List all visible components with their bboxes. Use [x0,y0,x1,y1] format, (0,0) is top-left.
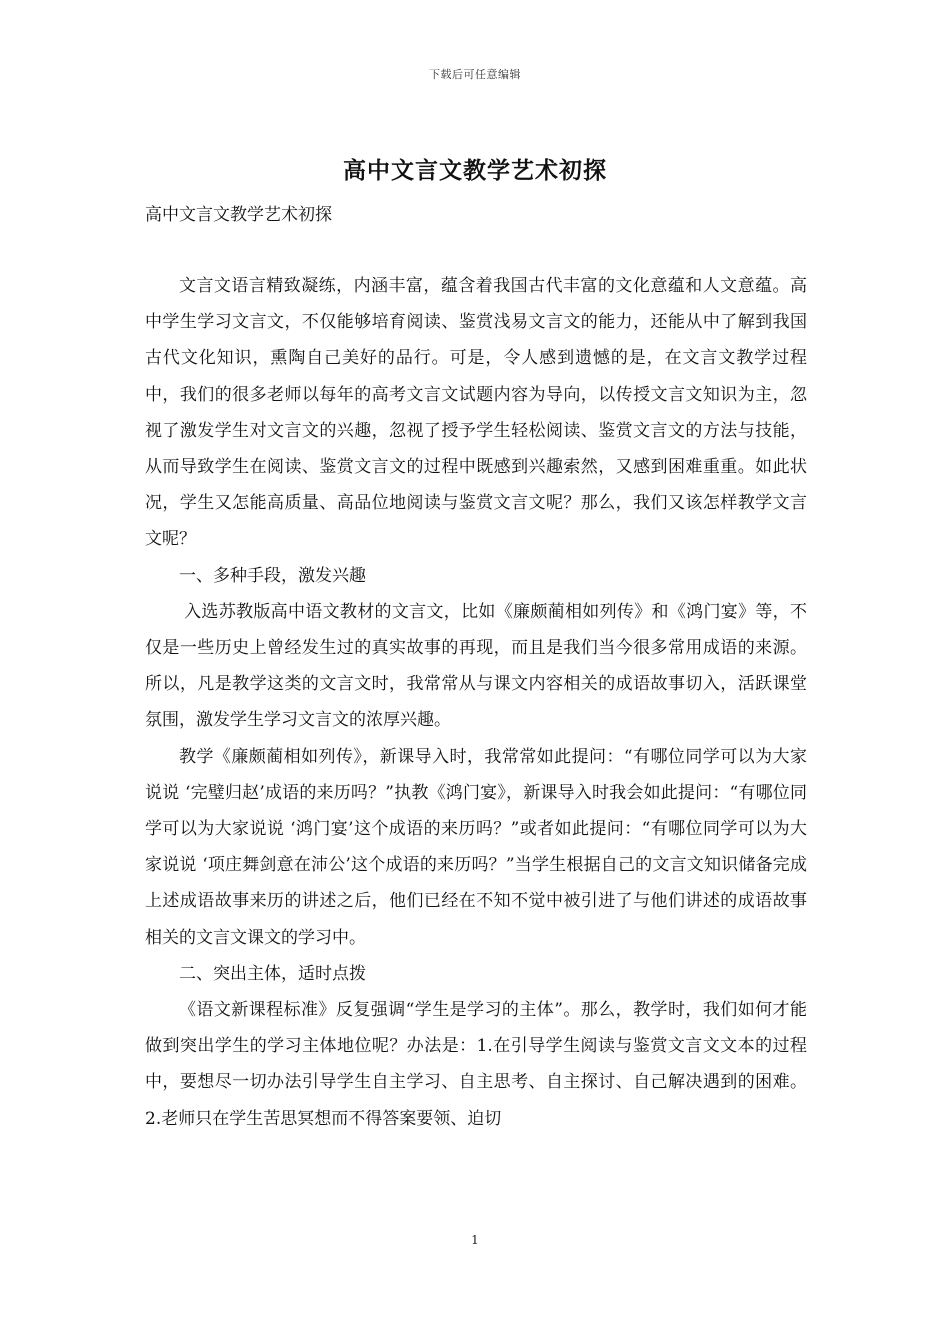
section-heading-2: 二、突出主体，适时点拨 [179,963,366,984]
document-body [145,268,807,1137]
paragraph-section-1-b: 教学《廉颇蔺相如列传》，新课导入时，我常常如此提问：“有哪位同学可以为大家说说 ‘完璧归赵’成语的来历吗？”执教《鸿门宴》，新课导入时我会如此提问：“有哪位同学可以为大家说说 ‘鸿门宴’这个成语的来历吗？”或者如此提问：“有哪位同学可以为大家说说 ‘项庄舞剑意在沛公’这个成语的来历吗？”当学生根据自己的文言文知识储备完成上述成语故事来历的讲述之后，他们已经在不知不觉中被引进了与他们讲述的成语故事相关的文言文课文的学习中。 [145,746,807,948]
paragraph-section-1-a: 入选苏教版高中语文教材的文言文，比如《廉颇蔺相如列传》和《鸿门宴》等，不仅是一些历史上曾经发生过的真实故事的再现，而且是我们当今很多常用成语的来源。所以，凡是教学这类的文言文时，我常常从与课文内容相关的成语故事切入，活跃课堂氛围，激发学生学习文言文的浓厚兴趣。 [145,601,807,731]
paragraph-intro: 文言文语言精致凝练，内涵丰富，蕴含着我国古代丰富的文化意蕴和人文意蕴。高中学生学习文言文，不仅能够培育阅读、鉴赏浅易文言文的能力，还能从中了解到我国古代文化知识，熏陶自己美好的品行。可是，令人感到遗憾的是，在文言文教学过程中，我们的很多老师以每年的高考文言文试题内容为导向，以传授文言文知识为主，忽视了激发学生对文言文的兴趣，忽视了授予学生轻松阅读、鉴赏文言文的方法与技能，从而导致学生在阅读、鉴赏文言文的过程中既感到兴趣索然，又感到困难重重。如此状况，学生又怎能高质量、高品位地阅读与鉴赏文言文呢？那么，我们又该怎样教学文言文呢？ [145,276,807,550]
paragraph-section-2-a: 《语文新课程标准》反复强调“学生是学习的主体”。那么，教学时，我们如何才能做到突出学生的学习主体地位呢？办法是：1.在引导学生阅读与鉴赏文言文文本的过程中，要想尽一切办法引导学生自主学习、自主思考、自主探讨、自己解决遇到的困难。2.老师只在学生苦思冥想而不得答案要领、迫切 [145,1000,807,1129]
page-number: 1 [471,1233,479,1247]
page-header-note: 下载后可任意编辑 [429,68,521,81]
document-subtitle: 高中文言文教学艺术初探 [145,205,332,225]
section-heading-1: 一、多种手段，激发兴趣 [179,565,366,586]
document-title: 高中文言文教学艺术初探 [343,157,607,184]
